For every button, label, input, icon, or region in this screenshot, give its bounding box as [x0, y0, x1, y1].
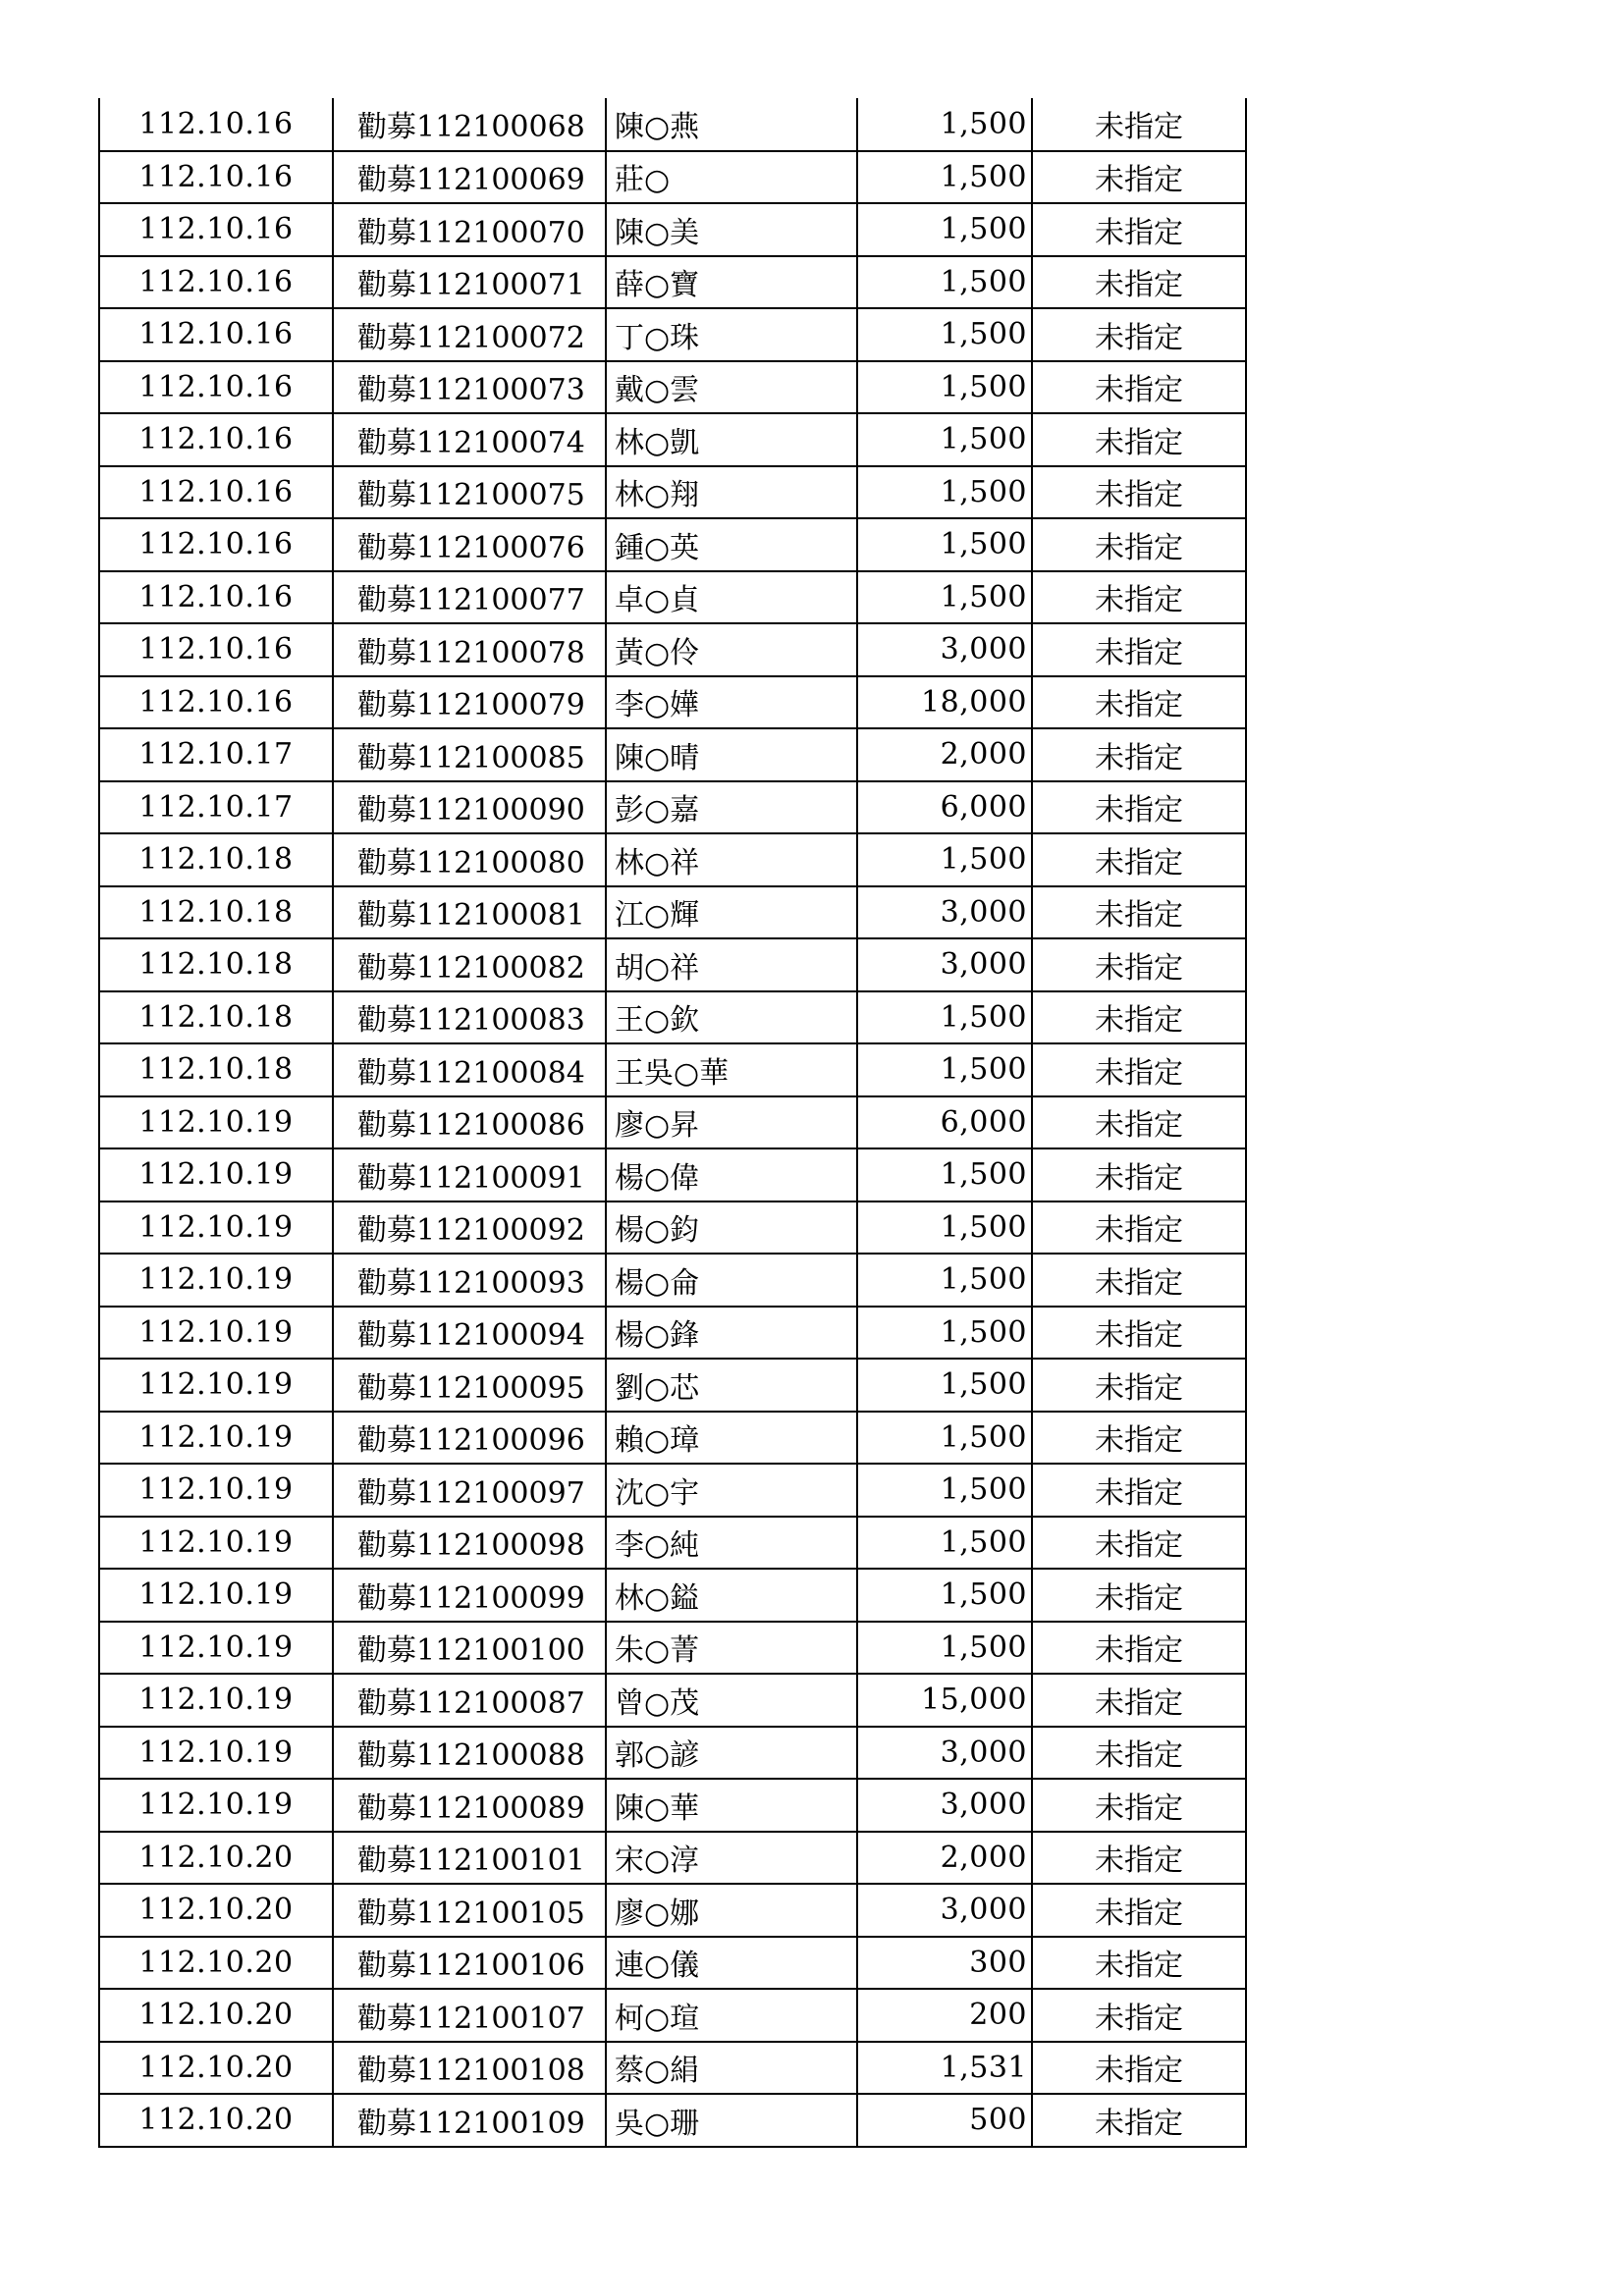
table-row: [99, 1201, 1246, 1255]
designation-cell: 未指定: [1032, 256, 1246, 309]
receipt-number-cell: 勸募112100090: [333, 781, 606, 834]
designation-cell: 未指定: [1032, 151, 1246, 204]
designation-cell: 未指定: [1032, 1043, 1246, 1096]
donor-name-cell: 宋○淳: [606, 1832, 857, 1885]
amount-cell: 15,000: [857, 1674, 1032, 1727]
receipt-number-cell: 勸募112100068: [333, 98, 606, 151]
amount-cell: 1,500: [857, 1307, 1032, 1360]
receipt-number-cell: 勸募112100079: [333, 676, 606, 729]
designation-cell: 未指定: [1032, 203, 1246, 256]
date-cell: 112.10.20: [99, 2094, 333, 2147]
receipt-number-cell: 勸募112100069: [333, 151, 606, 204]
table-row: [99, 1674, 1246, 1727]
designation-cell: 未指定: [1032, 1517, 1246, 1570]
table-row: [99, 1569, 1246, 1622]
designation-cell: 未指定: [1032, 1622, 1246, 1675]
designation-cell: 未指定: [1032, 1779, 1246, 1832]
amount-cell: 3,000: [857, 623, 1032, 676]
date-cell: 112.10.19: [99, 1254, 333, 1307]
amount-cell: 1,500: [857, 361, 1032, 414]
donor-name-cell: 賴○璋: [606, 1412, 857, 1465]
date-cell: 112.10.20: [99, 1884, 333, 1937]
date-cell: 112.10.16: [99, 676, 333, 729]
receipt-number-cell: 勸募112100080: [333, 833, 606, 886]
amount-cell: 1,500: [857, 308, 1032, 361]
donor-name-cell: 曾○茂: [606, 1674, 857, 1727]
receipt-number-cell: 勸募112100072: [333, 308, 606, 361]
donor-name-cell: 廖○娜: [606, 1884, 857, 1937]
donor-name-cell: 楊○侖: [606, 1254, 857, 1307]
receipt-number-cell: 勸募112100100: [333, 1622, 606, 1675]
amount-cell: 6,000: [857, 781, 1032, 834]
donation-ledger-table: [98, 98, 1247, 2148]
table-row: [99, 1307, 1246, 1360]
date-cell: 112.10.18: [99, 886, 333, 939]
receipt-number-cell: 勸募112100084: [333, 1043, 606, 1096]
receipt-number-cell: 勸募112100071: [333, 256, 606, 309]
amount-cell: 18,000: [857, 676, 1032, 729]
donor-name-cell: 胡○祥: [606, 938, 857, 991]
date-cell: 112.10.19: [99, 1569, 333, 1622]
designation-cell: 未指定: [1032, 361, 1246, 414]
designation-cell: 未指定: [1032, 1832, 1246, 1885]
date-cell: 112.10.18: [99, 938, 333, 991]
amount-cell: 1,500: [857, 151, 1032, 204]
receipt-number-cell: 勸募112100105: [333, 1884, 606, 1937]
donor-name-cell: 李○嬅: [606, 676, 857, 729]
donor-name-cell: 吳○珊: [606, 2094, 857, 2147]
amount-cell: 1,500: [857, 98, 1032, 151]
table-row: [99, 1464, 1246, 1517]
date-cell: 112.10.19: [99, 1727, 333, 1780]
date-cell: 112.10.16: [99, 413, 333, 466]
receipt-number-cell: 勸募112100083: [333, 991, 606, 1044]
date-cell: 112.10.19: [99, 1622, 333, 1675]
amount-cell: 1,500: [857, 571, 1032, 624]
receipt-number-cell: 勸募112100092: [333, 1201, 606, 1255]
designation-cell: 未指定: [1032, 1359, 1246, 1412]
amount-cell: 1,500: [857, 203, 1032, 256]
designation-cell: 未指定: [1032, 1989, 1246, 2042]
designation-cell: 未指定: [1032, 833, 1246, 886]
receipt-number-cell: 勸募112100070: [333, 203, 606, 256]
amount-cell: 1,500: [857, 1201, 1032, 1255]
date-cell: 112.10.16: [99, 203, 333, 256]
donor-name-cell: 江○輝: [606, 886, 857, 939]
date-cell: 112.10.18: [99, 1043, 333, 1096]
date-cell: 112.10.20: [99, 2042, 333, 2095]
receipt-number-cell: 勸募112100098: [333, 1517, 606, 1570]
date-cell: 112.10.16: [99, 466, 333, 519]
receipt-number-cell: 勸募112100094: [333, 1307, 606, 1360]
table-row: [99, 1937, 1246, 1990]
donor-name-cell: 鍾○英: [606, 518, 857, 571]
donor-name-cell: 林○鎰: [606, 1569, 857, 1622]
donor-name-cell: 戴○雲: [606, 361, 857, 414]
table-row: [99, 2094, 1246, 2147]
designation-cell: 未指定: [1032, 308, 1246, 361]
table-row: [99, 1832, 1246, 1885]
amount-cell: 3,000: [857, 886, 1032, 939]
donor-name-cell: 楊○偉: [606, 1148, 857, 1201]
receipt-number-cell: 勸募112100077: [333, 571, 606, 624]
receipt-number-cell: 勸募112100073: [333, 361, 606, 414]
date-cell: 112.10.17: [99, 728, 333, 781]
amount-cell: 1,500: [857, 991, 1032, 1044]
table-row: [99, 938, 1246, 991]
designation-cell: 未指定: [1032, 413, 1246, 466]
table-row: [99, 1096, 1246, 1149]
date-cell: 112.10.16: [99, 98, 333, 151]
table-row: [99, 203, 1246, 256]
designation-cell: 未指定: [1032, 2042, 1246, 2095]
donor-name-cell: 劉○芯: [606, 1359, 857, 1412]
date-cell: 112.10.16: [99, 151, 333, 204]
receipt-number-cell: 勸募112100085: [333, 728, 606, 781]
amount-cell: 300: [857, 1937, 1032, 1990]
designation-cell: 未指定: [1032, 1569, 1246, 1622]
table-row: [99, 833, 1246, 886]
donor-name-cell: 黃○伶: [606, 623, 857, 676]
table-row: [99, 571, 1246, 624]
table-row: [99, 256, 1246, 309]
receipt-number-cell: 勸募112100082: [333, 938, 606, 991]
receipt-number-cell: 勸募112100101: [333, 1832, 606, 1885]
table-row: [99, 991, 1246, 1044]
designation-cell: 未指定: [1032, 676, 1246, 729]
table-row: [99, 1517, 1246, 1570]
date-cell: 112.10.16: [99, 518, 333, 571]
date-cell: 112.10.19: [99, 1201, 333, 1255]
table-row: [99, 781, 1246, 834]
donor-name-cell: 王○欽: [606, 991, 857, 1044]
designation-cell: 未指定: [1032, 728, 1246, 781]
donor-name-cell: 楊○鋒: [606, 1307, 857, 1360]
receipt-number-cell: 勸募112100095: [333, 1359, 606, 1412]
donor-name-cell: 陳○燕: [606, 98, 857, 151]
designation-cell: 未指定: [1032, 1884, 1246, 1937]
donor-name-cell: 柯○瑄: [606, 1989, 857, 2042]
designation-cell: 未指定: [1032, 1201, 1246, 1255]
table-row: [99, 413, 1246, 466]
date-cell: 112.10.17: [99, 781, 333, 834]
table-row: [99, 1254, 1246, 1307]
receipt-number-cell: 勸募112100078: [333, 623, 606, 676]
designation-cell: 未指定: [1032, 886, 1246, 939]
designation-cell: 未指定: [1032, 781, 1246, 834]
table-row: [99, 518, 1246, 571]
donor-name-cell: 朱○菁: [606, 1622, 857, 1675]
amount-cell: 1,500: [857, 1569, 1032, 1622]
amount-cell: 3,000: [857, 1727, 1032, 1780]
date-cell: 112.10.19: [99, 1464, 333, 1517]
amount-cell: 1,500: [857, 1043, 1032, 1096]
table-row: [99, 361, 1246, 414]
table-row: [99, 308, 1246, 361]
receipt-number-cell: 勸募112100087: [333, 1674, 606, 1727]
date-cell: 112.10.20: [99, 1989, 333, 2042]
designation-cell: 未指定: [1032, 2094, 1246, 2147]
receipt-number-cell: 勸募112100096: [333, 1412, 606, 1465]
date-cell: 112.10.16: [99, 256, 333, 309]
donor-name-cell: 陳○晴: [606, 728, 857, 781]
amount-cell: 6,000: [857, 1096, 1032, 1149]
date-cell: 112.10.16: [99, 571, 333, 624]
designation-cell: 未指定: [1032, 466, 1246, 519]
date-cell: 112.10.19: [99, 1779, 333, 1832]
designation-cell: 未指定: [1032, 518, 1246, 571]
receipt-number-cell: 勸募112100075: [333, 466, 606, 519]
designation-cell: 未指定: [1032, 938, 1246, 991]
table-row: [99, 676, 1246, 729]
donor-name-cell: 蔡○絹: [606, 2042, 857, 2095]
ledger-body: [99, 98, 1246, 2147]
amount-cell: 2,000: [857, 728, 1032, 781]
date-cell: 112.10.19: [99, 1096, 333, 1149]
date-cell: 112.10.19: [99, 1517, 333, 1570]
receipt-number-cell: 勸募112100074: [333, 413, 606, 466]
donor-name-cell: 丁○珠: [606, 308, 857, 361]
donor-name-cell: 林○祥: [606, 833, 857, 886]
table-row: [99, 98, 1246, 151]
receipt-number-cell: 勸募112100109: [333, 2094, 606, 2147]
amount-cell: 500: [857, 2094, 1032, 2147]
amount-cell: 1,500: [857, 1412, 1032, 1465]
receipt-number-cell: 勸募112100076: [333, 518, 606, 571]
amount-cell: 1,500: [857, 1254, 1032, 1307]
table-row: [99, 1148, 1246, 1201]
donor-name-cell: 沈○宇: [606, 1464, 857, 1517]
donor-name-cell: 林○凱: [606, 413, 857, 466]
amount-cell: 1,500: [857, 833, 1032, 886]
amount-cell: 1,500: [857, 256, 1032, 309]
donor-name-cell: 連○儀: [606, 1937, 857, 1990]
receipt-number-cell: 勸募112100107: [333, 1989, 606, 2042]
receipt-number-cell: 勸募112100093: [333, 1254, 606, 1307]
table-row: [99, 728, 1246, 781]
donor-name-cell: 楊○鈞: [606, 1201, 857, 1255]
amount-cell: 1,531: [857, 2042, 1032, 2095]
table-row: [99, 1043, 1246, 1096]
donor-name-cell: 郭○諺: [606, 1727, 857, 1780]
date-cell: 112.10.19: [99, 1307, 333, 1360]
table-row: [99, 623, 1246, 676]
designation-cell: 未指定: [1032, 1674, 1246, 1727]
donor-name-cell: 莊○: [606, 151, 857, 204]
amount-cell: 200: [857, 1989, 1032, 2042]
designation-cell: 未指定: [1032, 1937, 1246, 1990]
receipt-number-cell: 勸募112100106: [333, 1937, 606, 1990]
date-cell: 112.10.20: [99, 1937, 333, 1990]
amount-cell: 3,000: [857, 938, 1032, 991]
amount-cell: 1,500: [857, 1464, 1032, 1517]
date-cell: 112.10.19: [99, 1359, 333, 1412]
amount-cell: 3,000: [857, 1884, 1032, 1937]
receipt-number-cell: 勸募112100091: [333, 1148, 606, 1201]
amount-cell: 1,500: [857, 1148, 1032, 1201]
designation-cell: 未指定: [1032, 1464, 1246, 1517]
donor-name-cell: 彭○嘉: [606, 781, 857, 834]
table-row: [99, 151, 1246, 204]
amount-cell: 1,500: [857, 1517, 1032, 1570]
receipt-number-cell: 勸募112100086: [333, 1096, 606, 1149]
designation-cell: 未指定: [1032, 1254, 1246, 1307]
amount-cell: 2,000: [857, 1832, 1032, 1885]
amount-cell: 1,500: [857, 1359, 1032, 1412]
date-cell: 112.10.19: [99, 1674, 333, 1727]
designation-cell: 未指定: [1032, 1096, 1246, 1149]
donor-name-cell: 薛○寶: [606, 256, 857, 309]
table-row: [99, 1884, 1246, 1937]
table-row: [99, 1359, 1246, 1412]
donor-name-cell: 卓○貞: [606, 571, 857, 624]
date-cell: 112.10.16: [99, 623, 333, 676]
designation-cell: 未指定: [1032, 623, 1246, 676]
date-cell: 112.10.18: [99, 991, 333, 1044]
donor-name-cell: 廖○昇: [606, 1096, 857, 1149]
date-cell: 112.10.19: [99, 1412, 333, 1465]
table-row: [99, 1727, 1246, 1780]
designation-cell: 未指定: [1032, 1412, 1246, 1465]
donor-name-cell: 王吳○華: [606, 1043, 857, 1096]
date-cell: 112.10.16: [99, 308, 333, 361]
date-cell: 112.10.19: [99, 1148, 333, 1201]
designation-cell: 未指定: [1032, 1307, 1246, 1360]
table-row: [99, 2042, 1246, 2095]
receipt-number-cell: 勸募112100088: [333, 1727, 606, 1780]
designation-cell: 未指定: [1032, 991, 1246, 1044]
designation-cell: 未指定: [1032, 571, 1246, 624]
table-row: [99, 886, 1246, 939]
amount-cell: 1,500: [857, 413, 1032, 466]
date-cell: 112.10.20: [99, 1832, 333, 1885]
date-cell: 112.10.18: [99, 833, 333, 886]
designation-cell: 未指定: [1032, 1727, 1246, 1780]
table-row: [99, 466, 1246, 519]
amount-cell: 1,500: [857, 1622, 1032, 1675]
table-row: [99, 1989, 1246, 2042]
designation-cell: 未指定: [1032, 1148, 1246, 1201]
receipt-number-cell: 勸募112100097: [333, 1464, 606, 1517]
amount-cell: 3,000: [857, 1779, 1032, 1832]
receipt-number-cell: 勸募112100089: [333, 1779, 606, 1832]
designation-cell: 未指定: [1032, 98, 1246, 151]
table-row: [99, 1779, 1246, 1832]
donor-name-cell: 李○純: [606, 1517, 857, 1570]
receipt-number-cell: 勸募112100108: [333, 2042, 606, 2095]
table-row: [99, 1412, 1246, 1465]
amount-cell: 1,500: [857, 466, 1032, 519]
receipt-number-cell: 勸募112100099: [333, 1569, 606, 1622]
donor-name-cell: 陳○華: [606, 1779, 857, 1832]
table-row: [99, 1622, 1246, 1675]
donor-name-cell: 陳○美: [606, 203, 857, 256]
amount-cell: 1,500: [857, 518, 1032, 571]
donor-name-cell: 林○翔: [606, 466, 857, 519]
date-cell: 112.10.16: [99, 361, 333, 414]
receipt-number-cell: 勸募112100081: [333, 886, 606, 939]
